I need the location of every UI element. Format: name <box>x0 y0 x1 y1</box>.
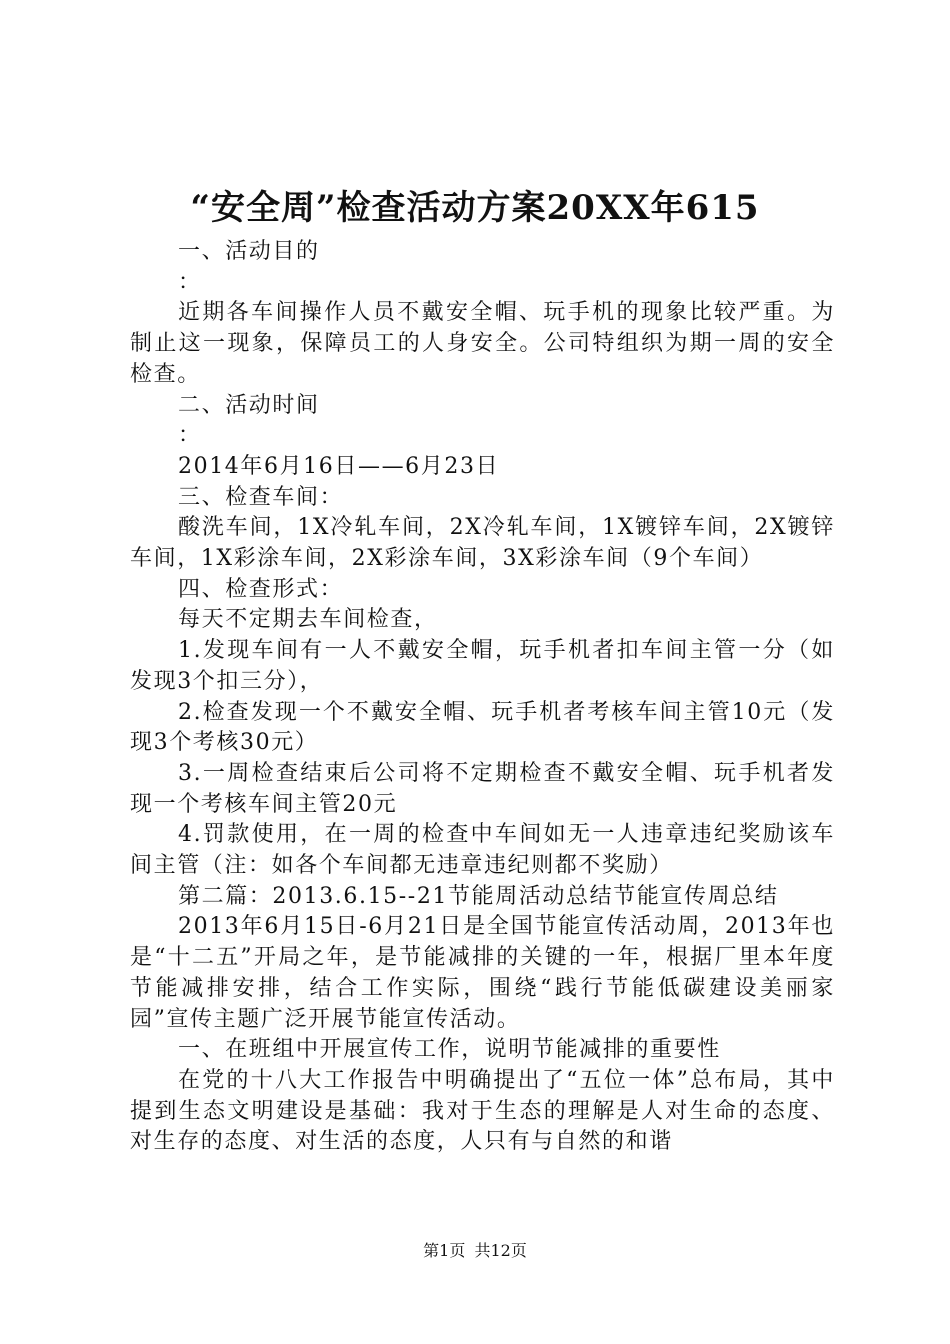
page-footer <box>0 1240 950 1262</box>
list-item-1: 1.发现车间有一人不戴安全帽，玩手机者扣车间主管一分（如发现3个扣三分）， <box>130 638 835 694</box>
page-number: 第1页 <box>423 1241 466 1260</box>
heading-time: 二、活动时间 <box>178 392 320 418</box>
heading-workshops: 三、检查车间： <box>178 484 344 510</box>
list-item-4: 4.罚款使用，在一周的检查中车间如无一人违章违纪奖励该车间主管（注：如各个车间都无违章违纪则都不奖励） <box>130 822 835 879</box>
paragraph-purpose: 近期各车间操作人员不戴安全帽、玩手机的现象比较严重。为制止这一现象，保障员工的人身安全。公司特组织为期一周的安全检查。 <box>130 300 835 387</box>
list-item-3: 3.一周检查结束后公司将不定期检查不戴安全帽、玩手机者发现一个考核车间主管20元 <box>130 760 835 817</box>
heading-purpose: 一、活动目的 <box>178 239 320 264</box>
paragraph-energy-week: 2013年6月15日-6月21日是全国节能宣传活动周，2013年也是“十二五”开局之年，是节能减排的关键的一年，根据厂里本年度节能减排安排，结合工作实际，围绕“践行节能低碳建设美丽家园”宣传主题广泛开展节能宣传活动。 <box>130 914 835 1032</box>
heading-team-promotion: 一、在班组中开展宣传工作，说明节能减排的重要性 <box>178 1037 721 1063</box>
section-heading-part-two: 第二篇：2013.6.15--21节能周活动总结节能宣传周总结 <box>178 883 779 909</box>
paragraph-ecology: 在党的十八大工作报告中明确提出了“五位一体”总布局，其中提到生态文明建设是基础：我对于生态的理解是人对生命的态度、对生存的态度、对生活的态度，人只有与自然的和谐 <box>130 1067 835 1155</box>
colon-line: ： <box>178 423 202 449</box>
paragraph-daily-check: 每天不定期去车间检查， <box>178 607 438 633</box>
list-item-2: 2.检查发现一个不戴安全帽、玩手机者考核车间主管10元（发现3个考核30元） <box>130 699 835 756</box>
colon-line: ： <box>178 269 202 295</box>
paragraph-workshops: 酸洗车间，1X冷轧车间，2X冷轧车间，1X镀锌车间，2X镀锌车间，1X彩涂车间，2X彩涂车间，3X彩涂车间（9个车间） <box>130 515 835 572</box>
document-body <box>130 237 835 1158</box>
page-total: 共12页 <box>474 1241 527 1260</box>
document-title: “安全周”检查活动方案20XX年615 <box>190 188 760 228</box>
paragraph-date-range: 2014年6月16日——6月23日 <box>178 453 500 479</box>
heading-form: 四、检查形式： <box>178 576 344 602</box>
